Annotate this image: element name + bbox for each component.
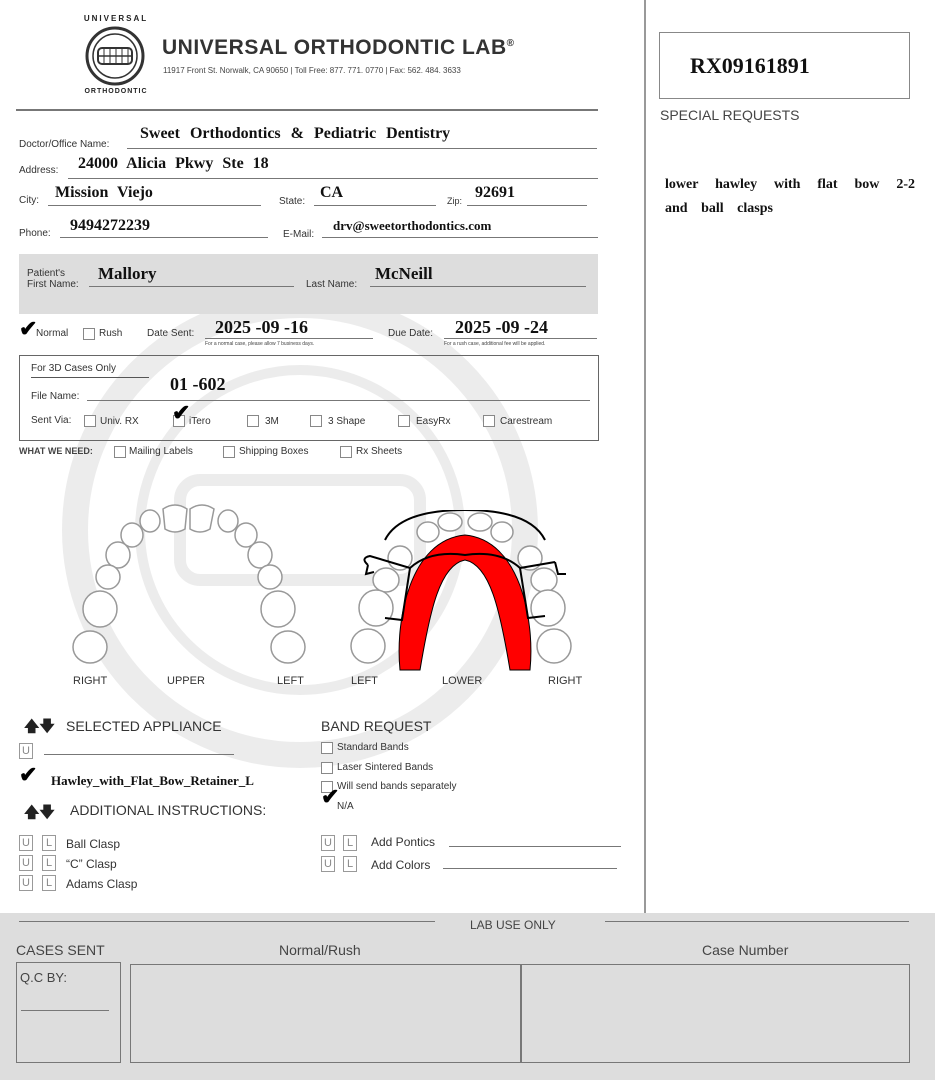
upper-tooth[interactable]	[140, 510, 160, 532]
upper-tooth[interactable]	[83, 591, 117, 627]
shipping-boxes-label: Shipping Boxes	[239, 446, 309, 457]
sent-via-itero-label: iTero	[189, 416, 211, 427]
upper-right-label: RIGHT	[73, 675, 108, 687]
lower-tooth[interactable]	[491, 522, 513, 542]
last-name-line	[370, 286, 586, 287]
laser-bands-label: Laser Sintered Bands	[337, 762, 434, 773]
3d-cases-heading: For 3D Cases Only	[31, 363, 117, 374]
lower-tooth[interactable]	[537, 629, 571, 663]
what-we-need-label: WHAT WE NEED:	[19, 446, 93, 456]
date-sent-note: For a normal case, please allow 7 business days.	[205, 341, 315, 347]
lab-use-rule-right	[605, 921, 909, 922]
phone-label: Phone:	[19, 228, 51, 239]
na-label: N/A	[337, 801, 354, 812]
lower-tooth[interactable]	[531, 590, 565, 626]
upper-tooth[interactable]	[96, 565, 120, 589]
colors-u[interactable]: U	[321, 856, 335, 872]
lab-logo	[76, 14, 154, 98]
logo-text-bottom: ORTHODONTIC	[84, 88, 148, 95]
zip-label: Zip:	[447, 196, 463, 206]
c-clasp-label: “C” Clasp	[66, 857, 117, 871]
lab-use-rule-left	[19, 921, 435, 922]
appliance-lower-value[interactable]: Hawley_with_Flat_Bow_Retainer_L	[51, 773, 254, 788]
registered-mark: ®	[506, 38, 515, 49]
appliance-lower-checkmark: ✔	[19, 762, 38, 787]
upper-tooth[interactable]	[218, 510, 238, 532]
appliance-upper-line	[44, 754, 234, 755]
sent-via-easyrx-label: EasyRx	[416, 416, 451, 427]
na-checkmark: ✔	[321, 784, 340, 809]
upper-left-label: LEFT	[277, 675, 304, 687]
header-rule	[16, 109, 598, 111]
lower-tooth[interactable]	[373, 568, 399, 592]
file-name-field[interactable]: 01 -602	[170, 374, 226, 394]
c-clasp-l[interactable]: L	[42, 855, 56, 871]
rx-sheets-checkbox[interactable]	[340, 446, 352, 458]
lab-address: 11917 Front St. Norwalk, CA 90650 | Toll Free: 877. 771. 0770 | Fax: 562. 484. 3633	[163, 66, 461, 75]
lower-left-label: LEFT	[351, 675, 378, 687]
sent-via-easyrx-checkbox[interactable]	[398, 415, 410, 427]
zip-field-line	[467, 205, 587, 206]
upper-tooth[interactable]	[73, 631, 107, 663]
due-date-label: Due Date:	[388, 328, 434, 339]
last-name-label: Last Name:	[306, 279, 358, 290]
shipping-boxes-checkbox[interactable]	[223, 446, 235, 458]
ball-clasp-l[interactable]: L	[42, 835, 56, 851]
lower-label: LOWER	[442, 675, 483, 687]
wire-tail-right	[555, 562, 566, 574]
case-number-label: Case Number	[702, 942, 789, 958]
state-field[interactable]: CA	[320, 184, 344, 201]
sent-via-label: Sent Via:	[31, 415, 72, 426]
case-number-box[interactable]	[520, 964, 910, 1063]
address-label: Address:	[19, 165, 59, 176]
email-label: E-Mail:	[283, 229, 315, 240]
up-down-arrows-icon-2: 🡅🡇	[24, 804, 55, 821]
adams-clasp-u[interactable]: U	[19, 875, 33, 891]
lower-tooth[interactable]	[417, 522, 439, 542]
pontics-line[interactable]	[449, 846, 621, 847]
upper-tooth[interactable]	[106, 542, 130, 568]
sent-via-3m-checkbox[interactable]	[247, 415, 259, 427]
phone-field-line	[60, 237, 268, 238]
rush-label: Rush	[99, 328, 123, 339]
file-name-line	[87, 400, 590, 401]
special-requests-text[interactable]: lower hawley with flat bow 2-2 and ball clasps	[665, 177, 915, 216]
pontics-l[interactable]: L	[343, 835, 357, 851]
ball-clasp-u[interactable]: U	[19, 835, 33, 851]
normal-checkmark: ✔	[19, 316, 38, 341]
additional-instructions-heading: ADDITIONAL INSTRUCTIONS:	[70, 802, 267, 818]
sent-via-univ-rx-label: Univ. RX	[100, 416, 139, 427]
rx-number: RX09161891	[690, 53, 810, 78]
last-name-field[interactable]: McNeill	[375, 264, 433, 283]
lower-arch-diagram[interactable]	[340, 510, 590, 675]
3d-heading-rule	[31, 377, 149, 378]
appliance-upper-marker[interactable]: U	[19, 743, 33, 759]
normal-rush-label: Normal/Rush	[279, 942, 361, 958]
sent-via-carestream-checkbox[interactable]	[483, 415, 495, 427]
due-date-line	[444, 338, 597, 339]
up-down-arrows-icon: 🡅🡇	[24, 718, 55, 735]
sent-via-3shape-label: 3 Shape	[328, 416, 366, 427]
phone-field[interactable]: 9494272239	[70, 217, 150, 234]
add-colors-label: Add Colors	[371, 858, 431, 872]
email-field-line	[322, 237, 598, 238]
due-date-note: For a rush case, additional fee will be applied.	[444, 341, 546, 347]
first-name-line	[89, 286, 294, 287]
special-requests-label: SPECIAL REQUESTS	[660, 107, 800, 123]
logo-text-top: UNIVERSAL	[83, 14, 149, 23]
sent-via-3m-label: 3M	[265, 416, 279, 427]
rx-sheets-label: Rx Sheets	[356, 446, 403, 457]
lab-name-text: UNIVERSAL ORTHODONTIC LAB	[162, 36, 507, 59]
email-field[interactable]: drv@sweetorthodontics.com	[333, 218, 492, 233]
file-name-label: File Name:	[31, 391, 80, 402]
lower-tooth[interactable]	[468, 513, 492, 531]
lower-tooth[interactable]	[388, 546, 412, 570]
adams-clasp-l[interactable]: L	[42, 875, 56, 891]
cases-sent-label: CASES SENT	[16, 942, 105, 958]
city-field-line	[48, 205, 261, 206]
upper-tooth[interactable]	[258, 565, 282, 589]
wire-tail-left	[366, 565, 374, 574]
sent-via-3shape-checkbox[interactable]	[310, 415, 322, 427]
sent-via-univ-rx-checkbox[interactable]	[84, 415, 96, 427]
address-field-line	[68, 178, 598, 179]
band-request-heading: BAND REQUEST	[321, 718, 432, 734]
patient-first-label-2: First Name:	[27, 279, 79, 290]
city-label: City:	[19, 195, 39, 206]
normal-label: Normal	[36, 328, 69, 339]
ball-clasp-label: Ball Clasp	[66, 837, 121, 851]
patient-first-label-1: Patient's	[27, 268, 66, 279]
lower-tooth[interactable]	[438, 513, 462, 531]
mailing-labels-label: Mailing Labels	[129, 446, 193, 457]
c-clasp-u[interactable]: U	[19, 855, 33, 871]
lab-use-heading: LAB USE ONLY	[470, 918, 556, 932]
date-sent-field[interactable]: 2025 -09 -16	[215, 317, 308, 337]
first-name-field[interactable]: Mallory	[98, 264, 157, 283]
column-divider	[644, 0, 646, 913]
colors-l[interactable]: L	[343, 856, 357, 872]
standard-bands-label: Standard Bands	[337, 742, 409, 753]
upper-tooth[interactable]	[248, 542, 272, 568]
lower-tooth[interactable]	[359, 590, 393, 626]
laser-bands-checkbox[interactable]	[321, 762, 333, 774]
upper-tooth[interactable]	[163, 505, 187, 532]
lower-right-label: RIGHT	[548, 675, 583, 687]
state-field-line	[314, 205, 436, 206]
lower-tooth[interactable]	[531, 568, 557, 592]
office-label: Doctor/Office Name:	[19, 139, 110, 150]
standard-bands-checkbox[interactable]	[321, 742, 333, 754]
due-date-field[interactable]: 2025 -09 -24	[455, 317, 548, 337]
upper-tooth[interactable]	[271, 631, 305, 663]
upper-tooth[interactable]	[261, 591, 295, 627]
date-sent-label: Date Sent:	[147, 328, 195, 339]
itero-checkmark: ✔	[172, 400, 191, 425]
lower-tooth[interactable]	[351, 629, 385, 663]
normal-rush-box[interactable]	[130, 964, 522, 1063]
adams-clasp-label: Adams Clasp	[66, 877, 138, 891]
office-field[interactable]: Sweet Orthodontics & Pediatric Dentistry	[140, 125, 451, 142]
rush-checkbox[interactable]	[83, 328, 95, 340]
office-field-line	[127, 148, 597, 149]
state-label: State:	[279, 196, 306, 207]
upper-arch-diagram[interactable]	[60, 495, 320, 675]
mailing-labels-checkbox[interactable]	[114, 446, 126, 458]
sent-via-carestream-label: Carestream	[500, 416, 553, 427]
city-field[interactable]: Mission Viejo	[55, 184, 153, 201]
date-sent-line	[205, 338, 373, 339]
zip-field[interactable]: 92691	[475, 184, 515, 201]
add-pontics-label: Add Pontics	[371, 835, 436, 849]
colors-line[interactable]	[443, 868, 617, 869]
upper-tooth[interactable]	[190, 505, 214, 532]
address-field[interactable]: 24000 Alicia Pkwy Ste 18	[78, 155, 269, 172]
qc-signature-line	[21, 1010, 109, 1011]
send-separately-label: Will send bands separately	[337, 781, 457, 792]
pontics-u[interactable]: U	[321, 835, 335, 851]
lab-name	[162, 36, 515, 60]
qc-label: Q.C BY:	[20, 970, 67, 985]
upper-label: UPPER	[167, 675, 205, 687]
selected-appliance-heading: SELECTED APPLIANCE	[66, 718, 222, 734]
